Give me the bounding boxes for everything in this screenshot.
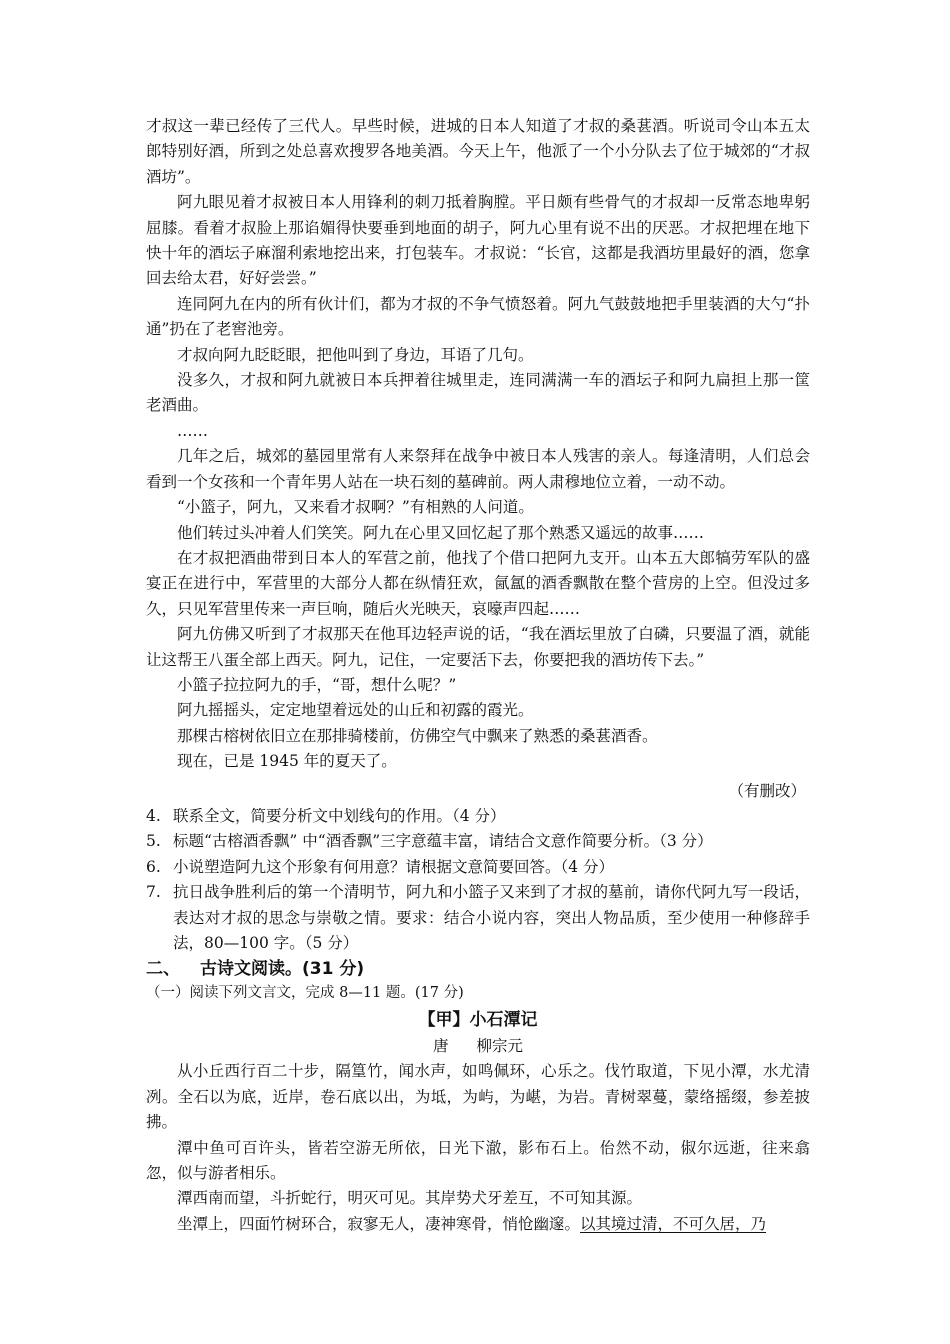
story-paragraph: 那棵古榕树依旧立在那排骑楼前，仿佛空气中飘来了熟悉的桑葚酒香。 <box>177 726 658 745</box>
section-number: 二、 <box>146 959 180 980</box>
question-item <box>146 829 810 854</box>
story-paragraph: 阿九仿佛又听到了才叔那天在他耳边轻声说的话，“我在酒坛里放了白磷，只要温了酒，就能让这帮王八蛋全部上西天。阿九，记住，一定要活下去，你要把我的酒坊传下去。” <box>146 625 810 669</box>
question-text: 抗日战争胜利后的第一个清明节，阿九和小篮子又来到了才叔的墓前，请你代阿九写一段话，表达对才叔的思念与崇敬之情。要求：结合小说内容，突出人物品质，至少使用一种修辞手法，80—100 字。（5 分） <box>173 883 810 952</box>
question-number: 7. <box>146 883 161 902</box>
question-text: 联系全文，简要分析文中划线句的作用。（4 分） <box>173 806 506 825</box>
subsection-heading: （一）阅读下列文言文，完成 8—11 题。(17 分) <box>146 985 464 1002</box>
story-paragraph: 连同阿九在内的所有伙计们，都为才叔的不争气愤怒着。阿九气鼓鼓地把手里装酒的大勺“扑通”扔在了老窖池旁。 <box>146 294 810 339</box>
classic-paragraph: 潭西南而望，斗折蛇行，明灭可见。其岸势犬牙差互，不可知其源。 <box>177 1189 643 1208</box>
story-paragraph: 才叔向阿九眨眨眼，把他叫到了身边，耳语了几句。 <box>177 345 534 364</box>
classic-text <box>146 1006 810 1237</box>
question-text: 小说塑造阿九这个形象有何用意？请根据文意简要回答。（4 分） <box>173 857 615 876</box>
story-paragraph: 才叔这一辈已经传了三代人。早些时候，进城的日本人知道了才叔的桑葚酒。听说司令山本五太郎特别好酒，所到之处总喜欢搜罗各地美酒。今天上午，他派了一个小分队去了位于城郊的“才叔酒坊”。 <box>146 117 810 186</box>
question-text: 标题“古榕酒香飘” 中“酒香飘”三字意蕴丰富，请结合文意作简要分析。（3 分） <box>173 832 713 851</box>
classic-paragraph: 潭中鱼可百许头，皆若空游无所依，日光下澈，影布石上。佁然不动，俶尔远逝，往来翕忽，似与游者相乐。 <box>146 1138 810 1183</box>
section-two <box>146 956 810 1004</box>
underlined-sentence: 以其境过清，不可久居，乃 <box>580 1214 767 1233</box>
classic-author-line <box>146 1034 810 1059</box>
story-paragraph: 阿九摇摇头，定定地望着远处的山丘和初露的霞光。 <box>177 701 534 720</box>
author-name: 柳宗元 <box>476 1037 524 1056</box>
classic-title: 【甲】小石潭记 <box>418 1010 538 1031</box>
story-paragraph: 现在，已是 1945 年的夏天了。 <box>177 752 397 771</box>
dynasty: 唐 <box>432 1037 449 1056</box>
question-number: 5. <box>146 832 161 851</box>
story-paragraph: 在才叔把酒曲带到日本人的军营之前，他找了个借口把阿九支开。山本五大郎犒劳军队的盛宴正在进行中，军营里的大部分人都在纵情狂欢，氤氲的酒香飘散在整个营房的上空。但没过多久，只见军营里传来一声巨响，随后火光映天，哀嚎声四起…… <box>146 548 810 618</box>
question-item <box>146 855 810 880</box>
section-title: 古诗文阅读。(31 分) <box>200 959 365 980</box>
classic-paragraph: 从小丘西行百二十步，隔篁竹，闻水声，如鸣佩环，心乐之。伐竹取道，下见小潭，水尤清冽。全石以为底，近岸，卷石底以出，为坻，为屿，为嵁，为岩。青树翠蔓，蒙络摇缀，参差披拂。 <box>146 1062 810 1132</box>
question-item <box>146 880 810 956</box>
story-section <box>146 114 810 804</box>
source-credit: （有删改） <box>728 781 806 800</box>
question-number: 4. <box>146 806 161 825</box>
question-number: 6. <box>146 857 161 876</box>
story-paragraph: 他们转过头冲着人们笑笑。阿九在心里又回忆起了那个熟悉又遥远的故事…… <box>177 523 705 542</box>
story-paragraph: 没多久，才叔和阿九就被日本兵押着往城里走，连同满满一车的酒坛子和阿九扁担上那一筐老酒曲。 <box>146 371 810 415</box>
question-item <box>146 804 810 829</box>
classic-paragraph-text: 坐潭上，四面竹树环合，寂寥无人，凄神寒骨，悄怆幽邃。 <box>177 1214 581 1233</box>
section-heading <box>146 956 810 982</box>
story-paragraph: 阿九眼见着才叔被日本人用锋利的刺刀抵着胸膛。平日颇有些骨气的才叔却一反常态地卑躬屈膝。看着才叔脸上那谄媚得快要垂到地面的胡子，阿九心里有说不出的厌恶。才叔把埋在地下快十年的酒坛子麻溜利索地挖出来，打包装车。才叔说：“长官，这都是我酒坊里最好的酒，您拿回去给太君，好好尝尝。” <box>146 193 810 288</box>
classic-paragraph <box>146 1212 810 1237</box>
story-paragraph: 几年之后，城郊的墓园里常有人来祭拜在战争中被日本人残害的亲人。每逢清明，人们总会看到一个女孩和一个青年男人站在一块石刻的墓碑前。两人肃穆地位立着，一动不动。 <box>146 447 810 491</box>
story-paragraph: 小篮子拉拉阿九的手，“哥，想什么呢？” <box>177 675 457 694</box>
story-paragraph: “小篮子，阿九，又来看才叔啊？”有相熟的人问道。 <box>177 498 534 517</box>
question-list <box>146 804 810 956</box>
story-ellipsis: …… <box>177 421 208 440</box>
